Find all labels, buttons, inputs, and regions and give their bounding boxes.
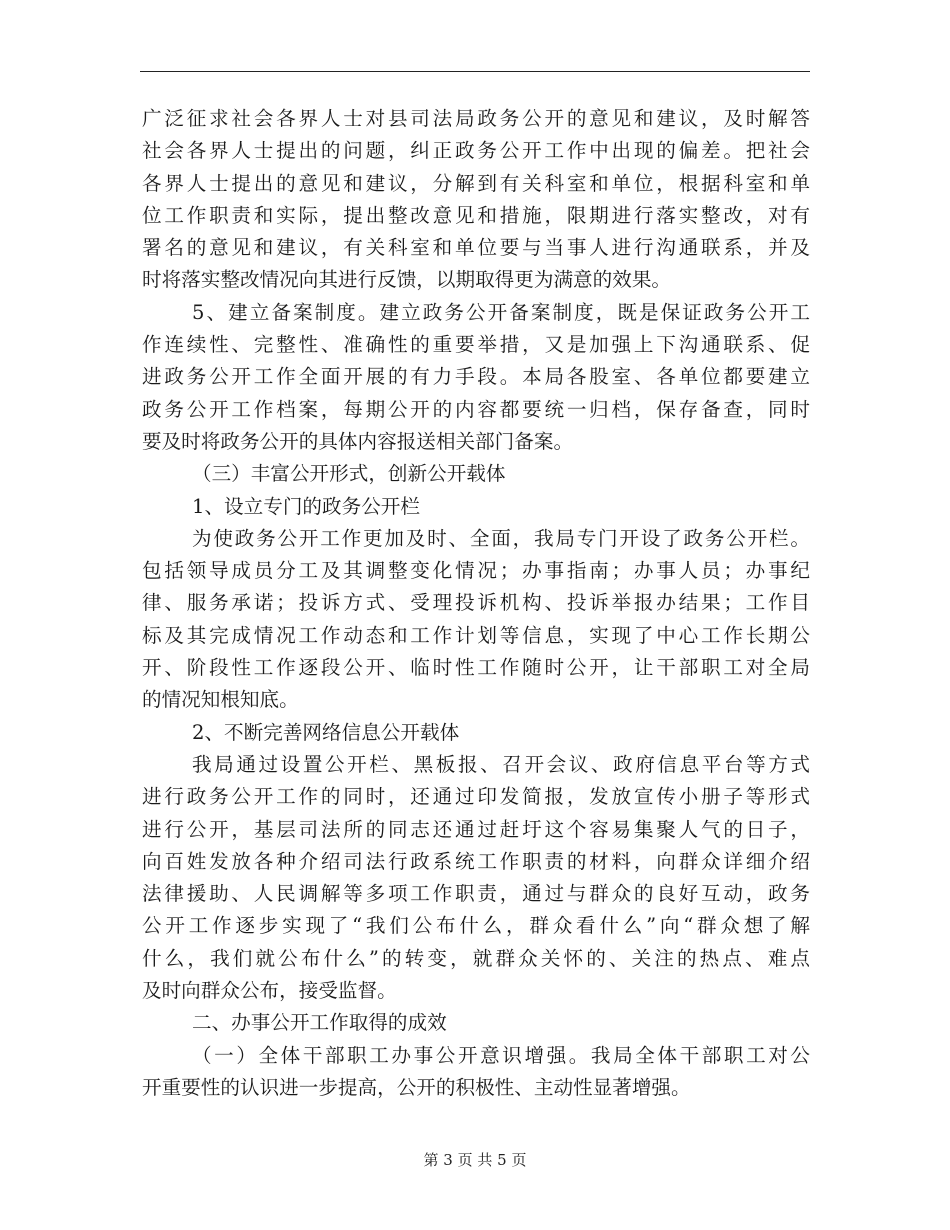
- text-line: 为使政务公开工作更加及时、全面，我局专门开设了政务公开栏。: [192, 526, 810, 550]
- text-line: 开重要性的认识进一步提高，公开的积极性、主动性显著增强。: [142, 1075, 691, 1099]
- header-rule: [140, 71, 810, 72]
- text-line: 标及其完成情况工作动态和工作计划等信息，实现了中心工作长期公: [142, 623, 810, 647]
- text-line: （三）丰富公开形式，创新公开载体: [192, 462, 506, 486]
- text-line: 公开工作逐步实现了“我们公布什么，群众看什么”向“群众想了解: [142, 914, 810, 938]
- text-line: 社会各界人士提出的问题，纠正政务公开工作中出现的偏差。把社会: [142, 139, 810, 163]
- text-line: 及时向群众公布，接受监督。: [142, 979, 397, 1003]
- text-line: （一）全体干部职工办事公开意识增强。我局全体干部职工对公: [192, 1043, 810, 1067]
- text-line: 什么，我们就公布什么”的转变，就群众关怀的、关注的热点、难点: [142, 946, 810, 970]
- text-line: 包括领导成员分工及其调整变化情况；办事指南；办事人员；办事纪: [142, 559, 810, 583]
- text-line: 政务公开工作档案，每期公开的内容都要统一归档，保存备查，同时: [142, 397, 810, 421]
- text-line: 进行政务公开工作的同时，还通过印发简报，发放宣传小册子等形式: [142, 785, 810, 809]
- text-line: 二、办事公开工作取得的成效: [192, 1011, 447, 1035]
- page-footer: 第 3 页 共 5 页: [423, 1151, 527, 1169]
- text-line: 法律援助、人民调解等多项工作职责，通过与群众的良好互动，政务: [142, 882, 810, 906]
- text-line: 进行公开，基层司法所的同志还通过赶圩这个容易集聚人气的日子，: [142, 817, 810, 841]
- body-text: [142, 103, 810, 1104]
- text-line: 2、不断完善网络信息公开载体: [192, 720, 460, 744]
- text-line: 的情况知根知底。: [142, 688, 299, 712]
- text-line: 时将落实整改情况向其进行反馈，以期取得更为满意的效果。: [142, 268, 672, 292]
- text-line: 5、建立备案制度。建立政务公开备案制度，既是保证政务公开工: [192, 300, 810, 324]
- text-line: 位工作职责和实际，提出整改意见和措施，限期进行落实整改，对有: [142, 203, 810, 227]
- text-line: 广泛征求社会各界人士对县司法局政务公开的意见和建议，及时解答: [142, 107, 810, 130]
- text-line: 各界人士提出的意见和建议，分解到有关科室和单位，根据科室和单: [142, 171, 810, 195]
- text-line: 作连续性、完整性、准确性的重要举措，又是加强上下沟通联系、促: [142, 333, 810, 357]
- text-line: 我局通过设置公开栏、黑板报、召开会议、政府信息平台等方式: [192, 752, 810, 776]
- text-line: 律、服务承诺；投诉方式、受理投诉机构、投诉举报办结果；工作目: [142, 591, 810, 615]
- text-line: 开、阶段性工作逐段公开、临时性工作随时公开，让干部职工对全局: [142, 656, 810, 680]
- text-line: 1、设立专门的政务公开栏: [192, 494, 420, 518]
- text-line: 署名的意见和建议，有关科室和单位要与当事人进行沟通联系，并及: [142, 236, 810, 260]
- text-line: 要及时将政务公开的具体内容报送相关部门备案。: [142, 429, 574, 453]
- text-line: 向百姓发放各种介绍司法行政系统工作职责的材料，向群众详细介绍: [142, 849, 810, 873]
- text-line: 进政务公开工作全面开展的有力手段。本局各股室、各单位都要建立: [142, 365, 810, 389]
